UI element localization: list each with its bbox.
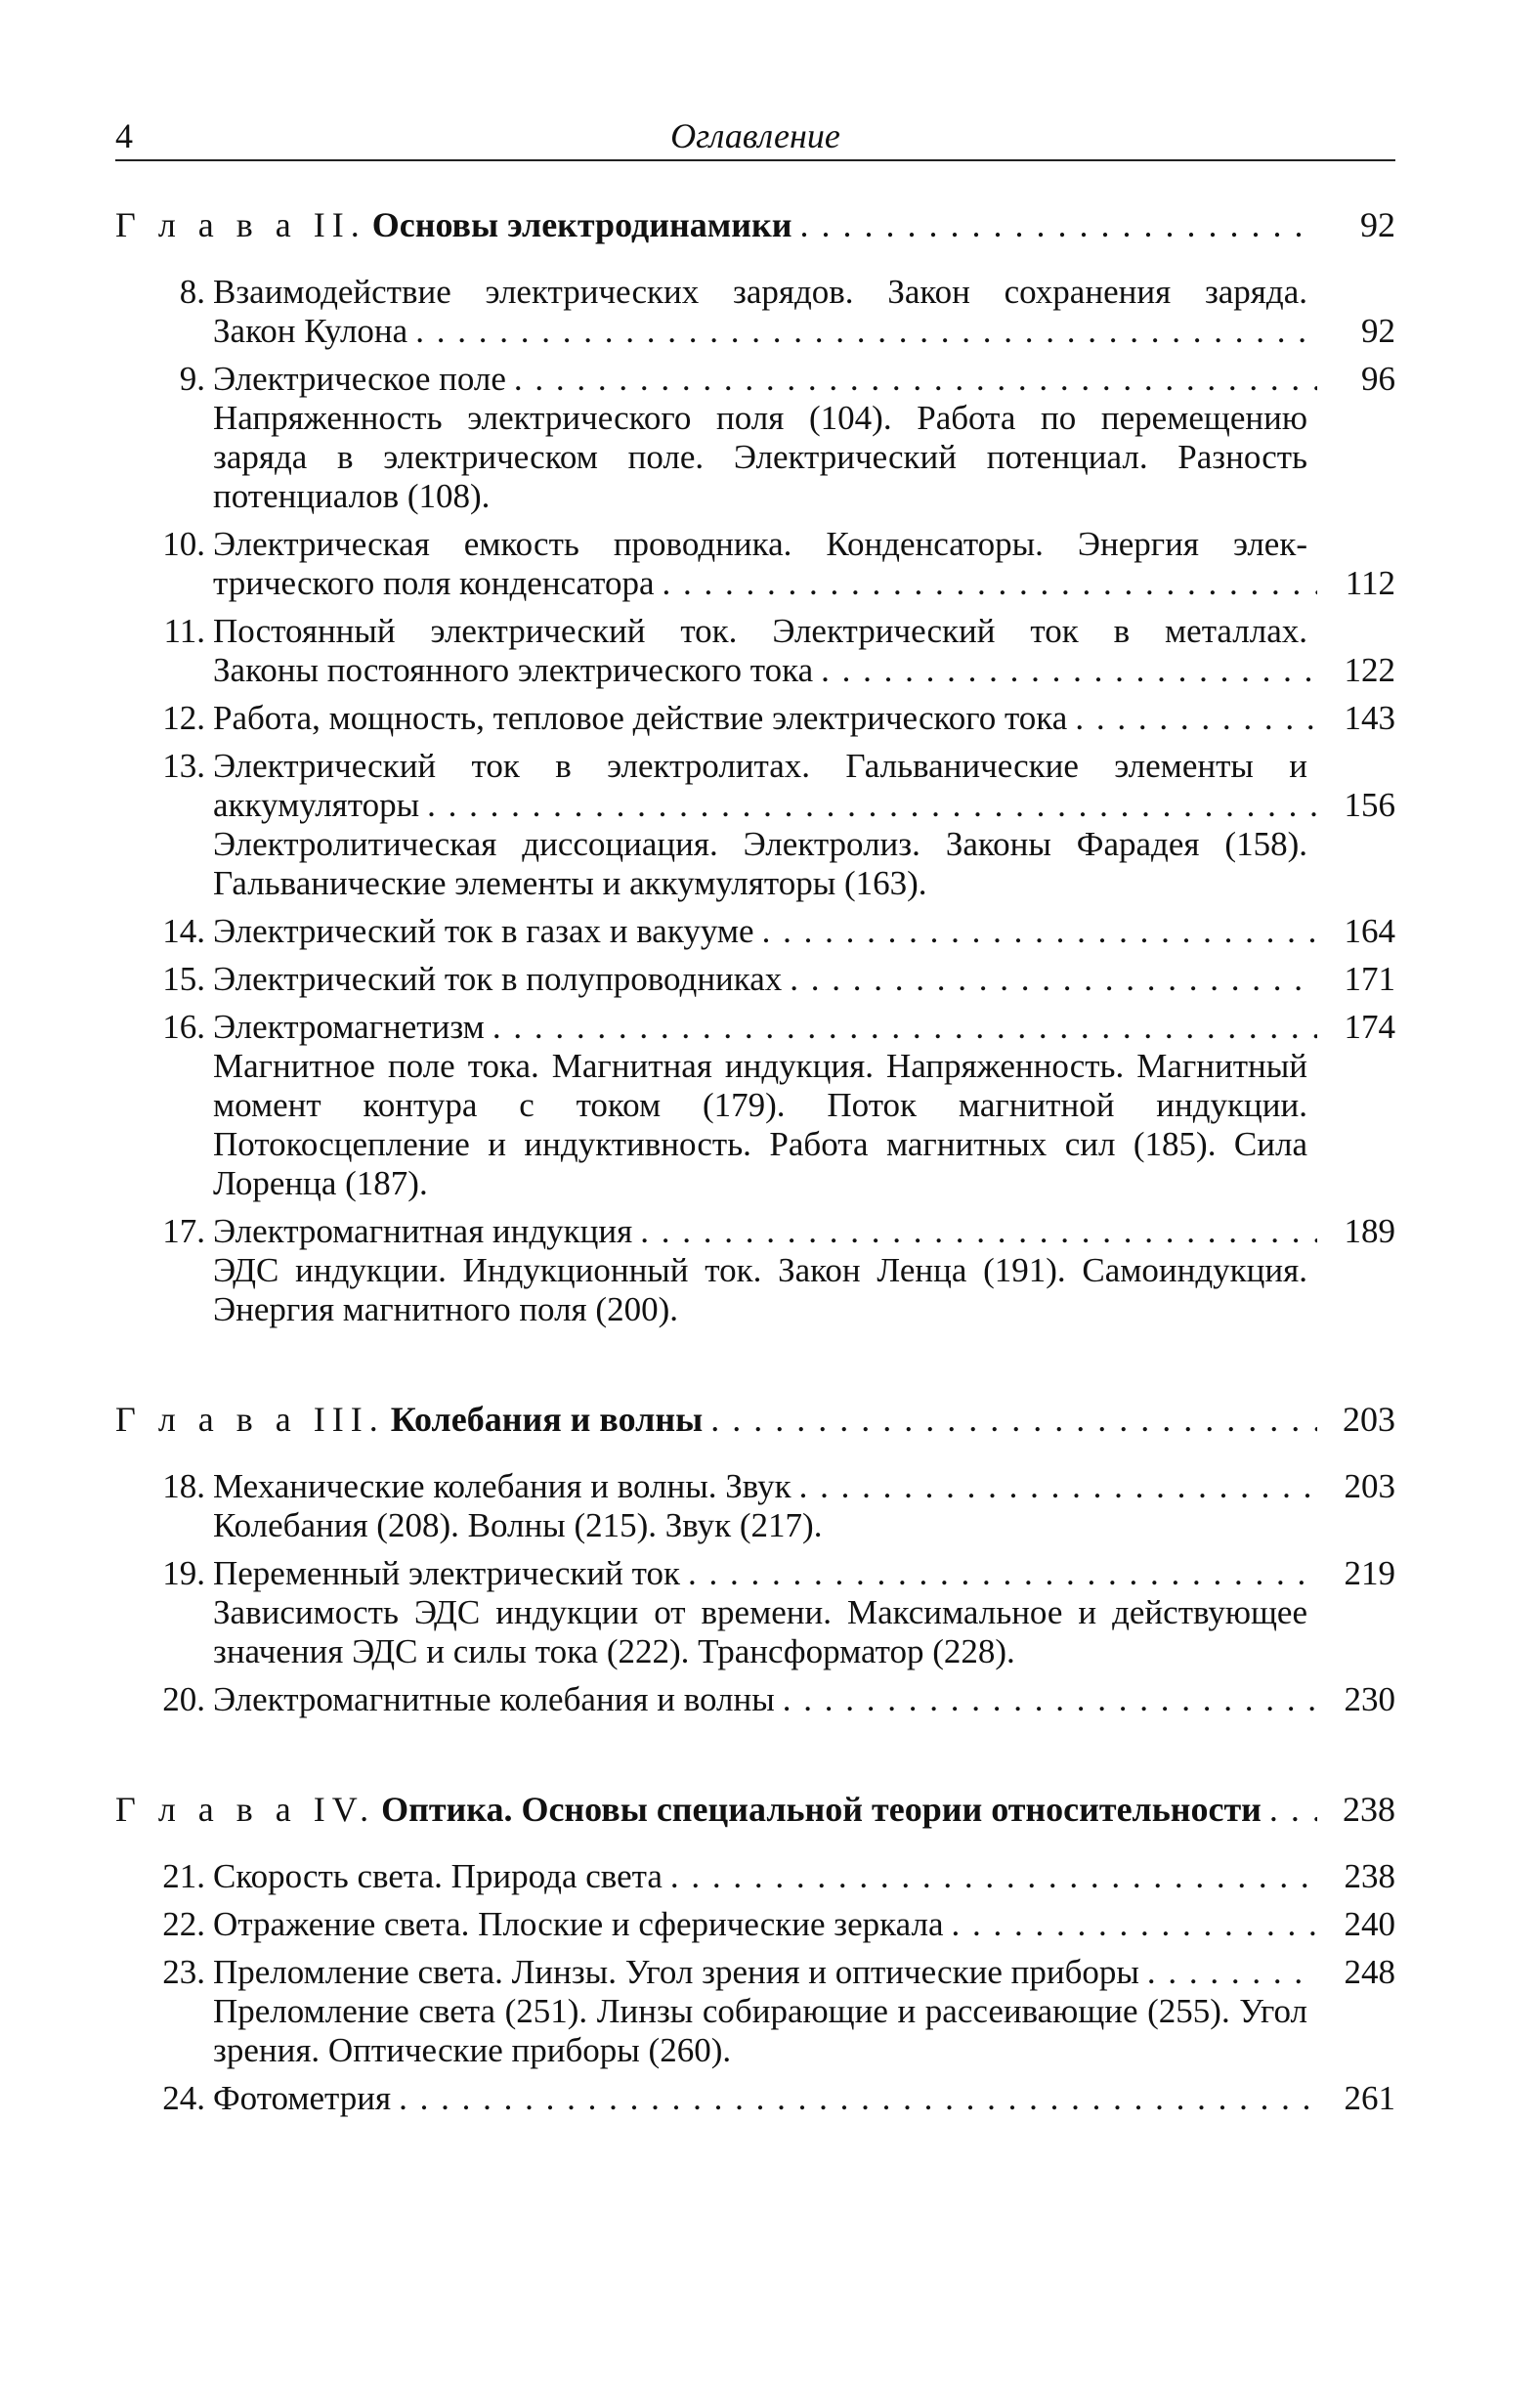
dot-leader (791, 204, 1317, 245)
entry-subtopics: Магнитное поле тока. Магнитная индукция. Напряженность. Магнитный момент контура с током (179). Поток магнитной индукции. Потокосцепление и индуктивность. Работа магнитных сил (185). Сила Лоренца (187). (213, 1047, 1307, 1202)
entry-page: 122 (1344, 651, 1395, 689)
dot-leader (655, 564, 1317, 603)
entry-number: 23. (162, 1953, 205, 1991)
entry-title: Скорость света. Природа света (213, 1857, 663, 1895)
entry-number: 22. (162, 1905, 205, 1943)
entry-title: Электромагнитная индукция (213, 1212, 633, 1250)
chapter-page: 92 (1360, 205, 1395, 244)
dot-leader (791, 1467, 1317, 1506)
dot-leader (391, 2079, 1317, 2118)
dot-leader (775, 1680, 1317, 1719)
entry-number: 20. (162, 1680, 205, 1718)
entry-title: Законы постоянного электрического тока (213, 651, 814, 689)
dot-leader (419, 786, 1317, 825)
entry-page: 248 (1344, 1953, 1395, 1991)
entry-title: Электрический ток в газах и вакууме (213, 912, 754, 950)
entry-number: 12. (162, 699, 205, 737)
dot-leader (485, 1008, 1317, 1047)
entry-page: 219 (1344, 1554, 1395, 1592)
entry-title-leader (213, 786, 1395, 825)
toc-entry[interactable] (115, 1212, 1395, 1329)
entry-title: Закон Кулона (213, 312, 408, 350)
chapter-label: Г л а в а III. (115, 1400, 385, 1439)
chapter-page: 203 (1343, 1400, 1395, 1439)
entry-title-leader (213, 1212, 1395, 1251)
entry-page: 230 (1344, 1680, 1395, 1718)
entry-page: 171 (1344, 960, 1395, 998)
entry-title: Электромагнитные колебания и волны (213, 1680, 775, 1718)
chapter-heading[interactable] (115, 1399, 1395, 1440)
toc-entry[interactable] (115, 612, 1395, 690)
entry-number: 14. (162, 912, 205, 950)
entry-subtopics: Зависимость ЭДС индукции от времени. Максимальное и действующее значения ЭДС и силы тока (222). Трансформатор (228). (213, 1593, 1307, 1670)
entry-title-line: Электрическая емкость проводника. Конденсаторы. Энергия элек- (213, 525, 1307, 563)
entry-number: 8. (179, 273, 205, 311)
entry-title-leader (213, 312, 1395, 351)
chapter-name: Основы электродинамики (371, 205, 792, 244)
entry-title-leader (213, 1905, 1395, 1944)
entry-title-leader (213, 1857, 1395, 1896)
toc-entry[interactable] (115, 960, 1395, 999)
dot-leader (663, 1857, 1317, 1896)
entry-page: 203 (1344, 1467, 1395, 1505)
dot-leader (813, 651, 1317, 690)
entry-title-leader (213, 360, 1395, 399)
entry-title-leader (213, 1554, 1395, 1593)
entry-title-leader (213, 1467, 1395, 1506)
entry-title-line: Взаимодействие электрических зарядов. Закон сохранения заряда. (213, 273, 1307, 311)
entry-number: 21. (162, 1857, 205, 1895)
dot-leader (703, 1399, 1317, 1440)
entry-title: Переменный электрический ток (213, 1554, 680, 1592)
chapter-label: Г л а в а IV. (115, 1790, 376, 1829)
entry-title-leader (213, 699, 1395, 738)
entry-title-leader (213, 960, 1395, 999)
toc-entry[interactable] (115, 525, 1395, 603)
chapter-page: 238 (1343, 1790, 1395, 1829)
entry-number: 19. (162, 1554, 205, 1592)
page-number: 4 (115, 116, 133, 155)
entry-number: 11. (163, 612, 205, 650)
entry-number: 17. (162, 1212, 205, 1250)
entry-page: 174 (1344, 1008, 1395, 1046)
chapter-heading[interactable] (115, 204, 1395, 245)
toc-entry[interactable] (115, 699, 1395, 738)
entry-number: 13. (162, 747, 205, 785)
entry-page: 189 (1344, 1212, 1395, 1250)
entry-number: 18. (162, 1467, 205, 1505)
entry-title: Электрический ток в полупроводниках (213, 960, 783, 998)
toc-entry[interactable] (115, 912, 1395, 951)
dot-leader (506, 360, 1317, 399)
toc-entry[interactable] (115, 1554, 1395, 1671)
chapter-heading[interactable] (115, 1789, 1395, 1830)
entry-title: Электромагнетизм (213, 1008, 485, 1046)
entry-title-leader (213, 912, 1395, 951)
entry-title-leader (213, 1953, 1395, 1992)
dot-leader (632, 1212, 1317, 1251)
dot-leader (1067, 699, 1317, 738)
toc-entry[interactable] (115, 1467, 1395, 1545)
entry-title: аккумуляторы (213, 786, 420, 824)
running-title: Оглавление (670, 116, 840, 155)
entry-title: Преломление света. Линзы. Угол зрения и оптические приборы (213, 1953, 1139, 1991)
entry-page: 96 (1361, 360, 1395, 398)
entry-title-line: Постоянный электрический ток. Электрический ток в металлах. (213, 612, 1307, 650)
chapter-title (115, 1399, 703, 1440)
dot-leader (1262, 1789, 1317, 1830)
dot-leader (680, 1554, 1317, 1593)
toc-entry[interactable] (115, 2079, 1395, 2118)
entry-page: 164 (1344, 912, 1395, 950)
entry-title: Механические колебания и волны. Звук (213, 1467, 791, 1505)
entry-number: 24. (162, 2079, 205, 2117)
entry-page: 240 (1344, 1905, 1395, 1943)
entry-subtopics: Преломление света (251). Линзы собирающие и рассеивающие (255). Угол зрения. Оптические приборы (260). (213, 1992, 1307, 2069)
toc-entry[interactable] (115, 1905, 1395, 1944)
entry-title-leader (213, 1680, 1395, 1719)
entry-number: 16. (162, 1008, 205, 1046)
toc-entry[interactable] (115, 1857, 1395, 1896)
entry-page: 238 (1344, 1857, 1395, 1895)
chapter-title (115, 204, 791, 245)
chapter-label: Г л а в а II. (115, 205, 366, 244)
entry-subtopics: Электролитическая диссоциация. Электролиз. Законы Фарадея (158). Гальванические элементы и аккумуляторы (163). (213, 825, 1307, 902)
entry-title-leader (213, 2079, 1395, 2118)
entry-number: 9. (179, 360, 205, 398)
toc-entry[interactable] (115, 1008, 1395, 1203)
table-of-contents (115, 161, 1395, 2118)
toc-entry[interactable] (115, 273, 1395, 351)
chapter-name: Колебания и волны (390, 1400, 704, 1439)
entry-number: 10. (162, 525, 205, 563)
entry-title: трического поля конденсатора (213, 564, 655, 602)
toc-page (115, 112, 1395, 2127)
entry-page: 261 (1344, 2079, 1395, 2117)
dot-leader (754, 912, 1317, 951)
chapter-name: Оптика. Основы специальной теории относительности (381, 1790, 1262, 1829)
toc-entry[interactable] (115, 1680, 1395, 1719)
entry-title: Работа, мощность, тепловое действие электрического тока (213, 699, 1068, 737)
toc-entry[interactable] (115, 360, 1395, 516)
dot-leader (782, 960, 1317, 999)
toc-entry[interactable] (115, 1953, 1395, 2070)
dot-leader (1139, 1953, 1317, 1992)
running-head (115, 112, 1395, 161)
entry-title-leader (213, 1008, 1395, 1047)
entry-page: 92 (1361, 312, 1395, 350)
entry-number: 15. (162, 960, 205, 998)
entry-subtopics: Напряженность электрического поля (104). Работа по перемещению заряда в электрическом поле. Электрический потенциал. Разность потенциалов (108). (213, 399, 1307, 515)
toc-entry[interactable] (115, 747, 1395, 903)
entry-title: Фотометрия (213, 2079, 392, 2117)
chapter-title (115, 1789, 1262, 1830)
entry-title-leader (213, 564, 1395, 603)
dot-leader (943, 1905, 1317, 1944)
entry-subtopics: Колебания (208). Волны (215). Звук (217). (213, 1506, 823, 1544)
entry-title-leader (213, 651, 1395, 690)
entry-page: 156 (1344, 786, 1395, 824)
entry-title: Электрическое поле (213, 360, 506, 398)
entry-subtopics: ЭДС индукции. Индукционный ток. Закон Ленца (191). Самоиндукция. Энергия магнитного поля (200). (213, 1251, 1307, 1328)
dot-leader (407, 312, 1317, 351)
entry-page: 143 (1344, 699, 1395, 737)
entry-title: Отражение света. Плоские и сферические зеркала (213, 1905, 944, 1943)
entry-title-line: Электрический ток в электролитах. Гальванические элементы и (213, 747, 1307, 785)
entry-page: 112 (1345, 564, 1395, 602)
